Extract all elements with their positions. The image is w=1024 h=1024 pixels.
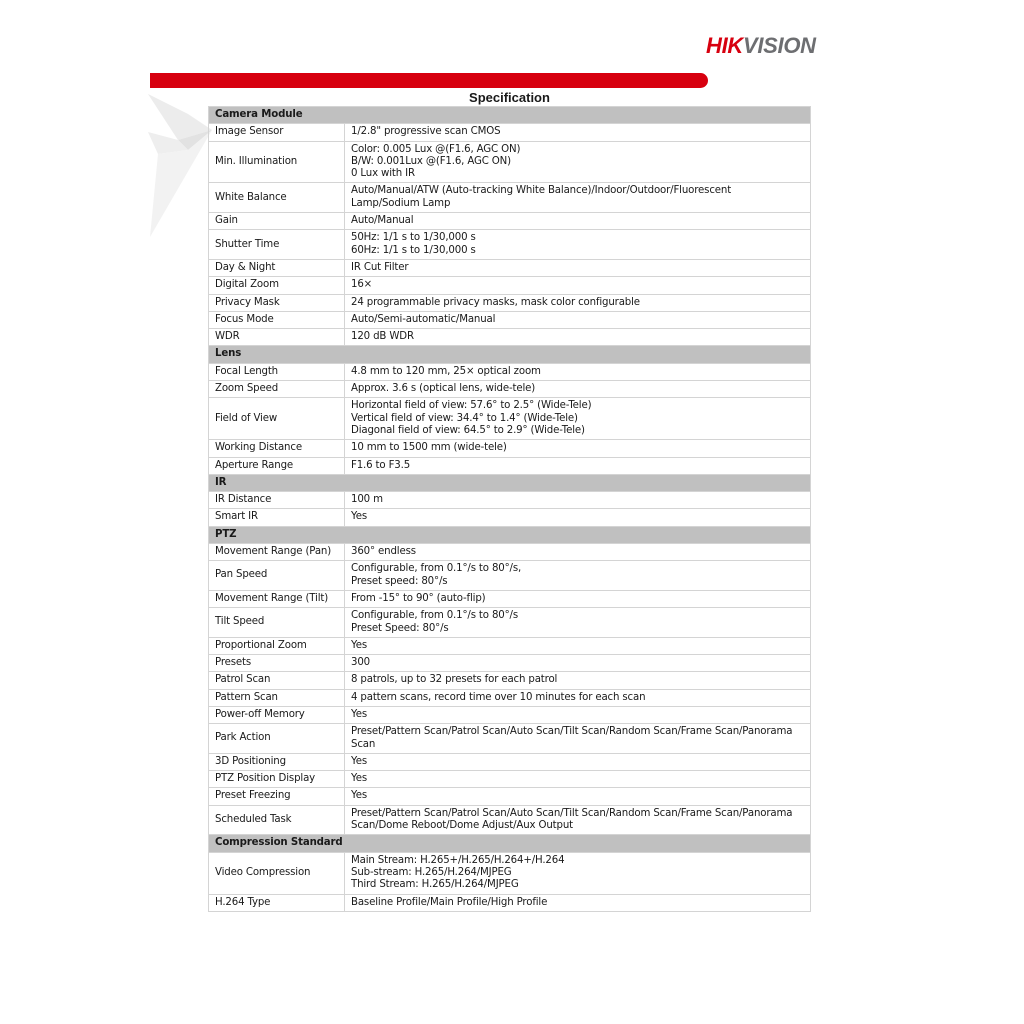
spec-label: Movement Range (Tilt) <box>209 590 345 607</box>
spec-value-line: 4 pattern scans, record time over 10 minutes for each scan <box>351 691 646 703</box>
spec-row-image-sensor <box>209 124 811 141</box>
section-title: Camera Module <box>209 107 811 124</box>
spec-row-movement-range-tilt <box>209 590 811 607</box>
spec-label: Preset Freezing <box>209 788 345 805</box>
spec-label: White Balance <box>209 183 345 213</box>
spec-label: PTZ Position Display <box>209 771 345 788</box>
spec-value-line: Auto/Semi-automatic/Manual <box>351 313 496 325</box>
spec-row-video-compression <box>209 852 811 894</box>
spec-label: Min. Illumination <box>209 141 345 183</box>
spec-value-line: IR Cut Filter <box>351 261 409 273</box>
spec-value <box>345 672 811 689</box>
spec-label: Field of View <box>209 398 345 440</box>
spec-row-park-action <box>209 724 811 754</box>
spec-row-working-distance <box>209 440 811 457</box>
spec-label: Movement Range (Pan) <box>209 544 345 561</box>
spec-row-movement-range-pan <box>209 544 811 561</box>
spec-label: Gain <box>209 213 345 230</box>
watermark-graphic <box>148 92 212 237</box>
spec-value <box>345 561 811 591</box>
hikvision-logo <box>706 33 816 59</box>
spec-row-tilt-speed <box>209 608 811 638</box>
spec-label: Day & Night <box>209 259 345 276</box>
spec-value-line: 120 dB WDR <box>351 331 414 343</box>
spec-value-line: Color: 0.005 Lux @(F1.6, AGC ON) <box>351 143 521 155</box>
spec-value-line: Approx. 3.6 s (optical lens, wide-tele) <box>351 383 536 395</box>
spec-value-line: Configurable, from 0.1°/s to 80°/s <box>351 610 518 622</box>
spec-value <box>345 329 811 346</box>
spec-row-focus-mode <box>209 311 811 328</box>
spec-row-white-balance <box>209 183 811 213</box>
spec-value <box>345 706 811 723</box>
spec-row-shutter-time <box>209 230 811 260</box>
spec-label: 3D Positioning <box>209 753 345 770</box>
spec-value <box>345 805 811 835</box>
spec-label: Park Action <box>209 724 345 754</box>
spec-value <box>345 294 811 311</box>
spec-row-focal-length <box>209 363 811 380</box>
spec-row-ptz-position-display <box>209 771 811 788</box>
spec-row-pattern-scan <box>209 689 811 706</box>
spec-row-field-of-view <box>209 398 811 440</box>
spec-value-line: Auto/Manual <box>351 215 414 227</box>
spec-label: Video Compression <box>209 852 345 894</box>
spec-value <box>345 492 811 509</box>
section-title: Compression Standard <box>209 835 811 852</box>
spec-value-line: 24 programmable privacy masks, mask color configurable <box>351 296 640 308</box>
spec-row-presets <box>209 655 811 672</box>
section-header-ptz <box>209 526 811 543</box>
spec-label: Aperture Range <box>209 457 345 474</box>
spec-row-wdr <box>209 329 811 346</box>
spec-value <box>345 608 811 638</box>
spec-value-line: Yes <box>351 511 367 523</box>
spec-value <box>345 590 811 607</box>
spec-table <box>208 106 811 912</box>
spec-value-line: From -15° to 90° (auto-flip) <box>351 592 486 604</box>
spec-value <box>345 277 811 294</box>
spec-value-line: Preset speed: 80°/s <box>351 575 448 587</box>
spec-value <box>345 213 811 230</box>
spec-label: Smart IR <box>209 509 345 526</box>
spec-value-line: 60Hz: 1/1 s to 1/30,000 s <box>351 244 476 256</box>
spec-value <box>345 457 811 474</box>
spec-value <box>345 771 811 788</box>
spec-value-line: Lamp/Sodium Lamp <box>351 197 451 209</box>
spec-value <box>345 544 811 561</box>
spec-value <box>345 398 811 440</box>
spec-value-line: Baseline Profile/Main Profile/High Profile <box>351 896 548 908</box>
spec-value-line: F1.6 to F3.5 <box>351 459 411 471</box>
spec-label: Proportional Zoom <box>209 637 345 654</box>
section-title: PTZ <box>209 526 811 543</box>
spec-row-scheduled-task <box>209 805 811 835</box>
spec-row-ir-distance <box>209 492 811 509</box>
spec-row-day-night <box>209 259 811 276</box>
spec-value-line: Main Stream: H.265+/H.265/H.264+/H.264 <box>351 854 565 866</box>
spec-value <box>345 894 811 911</box>
spec-value-line: 360° endless <box>351 546 416 558</box>
page-title: Specification <box>469 90 550 105</box>
spec-row-preset-freezing <box>209 788 811 805</box>
spec-value <box>345 788 811 805</box>
spec-value-line: Scan <box>351 738 376 750</box>
spec-row-3d-positioning <box>209 753 811 770</box>
spec-value <box>345 363 811 380</box>
spec-value-line: 4.8 mm to 120 mm, 25× optical zoom <box>351 365 541 377</box>
spec-value-line: 300 <box>351 657 370 669</box>
spec-row-gain <box>209 213 811 230</box>
spec-value-line: Sub-stream: H.265/H.264/MJPEG <box>351 866 512 878</box>
spec-value-line: Yes <box>351 708 367 720</box>
spec-row-privacy-mask <box>209 294 811 311</box>
spec-row-h-264-type <box>209 894 811 911</box>
spec-value <box>345 655 811 672</box>
spec-row-smart-ir <box>209 509 811 526</box>
spec-label: Digital Zoom <box>209 277 345 294</box>
spec-label: IR Distance <box>209 492 345 509</box>
spec-value <box>345 852 811 894</box>
spec-value <box>345 637 811 654</box>
spec-row-aperture-range <box>209 457 811 474</box>
spec-value-line: Yes <box>351 790 367 802</box>
spec-table-body <box>209 107 811 912</box>
spec-label: Shutter Time <box>209 230 345 260</box>
spec-value <box>345 183 811 213</box>
spec-label: Scheduled Task <box>209 805 345 835</box>
spec-value-line: Yes <box>351 639 367 651</box>
logo-text-gray: VISION <box>743 33 816 58</box>
spec-value-line: B/W: 0.001Lux @(F1.6, AGC ON) <box>351 155 511 167</box>
spec-label: Patrol Scan <box>209 672 345 689</box>
spec-label: Pattern Scan <box>209 689 345 706</box>
section-header-compression-standard <box>209 835 811 852</box>
spec-label: Presets <box>209 655 345 672</box>
spec-row-pan-speed <box>209 561 811 591</box>
spec-value <box>345 311 811 328</box>
spec-value-line: Yes <box>351 755 367 767</box>
spec-value <box>345 141 811 183</box>
spec-label: Power-off Memory <box>209 706 345 723</box>
spec-value <box>345 230 811 260</box>
spec-value-line: Horizontal field of view: 57.6° to 2.5° (Wide-Tele) <box>351 400 592 412</box>
spec-value-line: 1/2.8" progressive scan CMOS <box>351 126 501 138</box>
section-header-lens <box>209 346 811 363</box>
spec-value-line: 50Hz: 1/1 s to 1/30,000 s <box>351 232 476 244</box>
spec-value-line: 0 Lux with IR <box>351 168 415 180</box>
spec-label: Working Distance <box>209 440 345 457</box>
spec-row-patrol-scan <box>209 672 811 689</box>
spec-label: Focus Mode <box>209 311 345 328</box>
spec-value-line: Yes <box>351 773 367 785</box>
spec-value-line: Preset/Pattern Scan/Patrol Scan/Auto Scan/Tilt Scan/Random Scan/Frame Scan/Panorama <box>351 726 793 738</box>
spec-value-line: Scan/Dome Reboot/Dome Adjust/Aux Output <box>351 820 573 832</box>
spec-value-line: Configurable, from 0.1°/s to 80°/s, <box>351 563 522 575</box>
spec-value-line: Preset Speed: 80°/s <box>351 622 449 634</box>
section-title: Lens <box>209 346 811 363</box>
header-red-bar <box>150 73 708 88</box>
spec-value <box>345 753 811 770</box>
logo-text-red: HIK <box>706 33 743 58</box>
spec-value <box>345 689 811 706</box>
spec-row-zoom-speed <box>209 381 811 398</box>
spec-label: WDR <box>209 329 345 346</box>
spec-value <box>345 440 811 457</box>
section-header-ir <box>209 474 811 491</box>
spec-value <box>345 724 811 754</box>
spec-label: Zoom Speed <box>209 381 345 398</box>
spec-row-proportional-zoom <box>209 637 811 654</box>
spec-row-min-illumination <box>209 141 811 183</box>
spec-value <box>345 509 811 526</box>
spec-label: Focal Length <box>209 363 345 380</box>
spec-value-line: 100 m <box>351 494 383 506</box>
spec-value-line: 16× <box>351 279 373 291</box>
spec-value-line: Third Stream: H.265/H.264/MJPEG <box>351 879 519 891</box>
spec-value-line: Diagonal field of view: 64.5° to 2.9° (Wide-Tele) <box>351 424 585 436</box>
section-title: IR <box>209 474 811 491</box>
spec-value <box>345 124 811 141</box>
spec-label: Pan Speed <box>209 561 345 591</box>
spec-label: Image Sensor <box>209 124 345 141</box>
spec-value <box>345 259 811 276</box>
spec-value-line: Auto/Manual/ATW (Auto-tracking White Balance)/Indoor/Outdoor/Fluorescent <box>351 185 732 197</box>
spec-value <box>345 381 811 398</box>
section-header-camera-module <box>209 107 811 124</box>
spec-label: Privacy Mask <box>209 294 345 311</box>
spec-value-line: 10 mm to 1500 mm (wide-tele) <box>351 442 507 454</box>
spec-value-line: 8 patrols, up to 32 presets for each patrol <box>351 674 558 686</box>
spec-value-line: Vertical field of view: 34.4° to 1.4° (Wide-Tele) <box>351 412 578 424</box>
spec-value-line: Preset/Pattern Scan/Patrol Scan/Auto Scan/Tilt Scan/Random Scan/Frame Scan/Panorama <box>351 807 793 819</box>
spec-row-digital-zoom <box>209 277 811 294</box>
spec-row-power-off-memory <box>209 706 811 723</box>
spec-label: H.264 Type <box>209 894 345 911</box>
spec-label: Tilt Speed <box>209 608 345 638</box>
